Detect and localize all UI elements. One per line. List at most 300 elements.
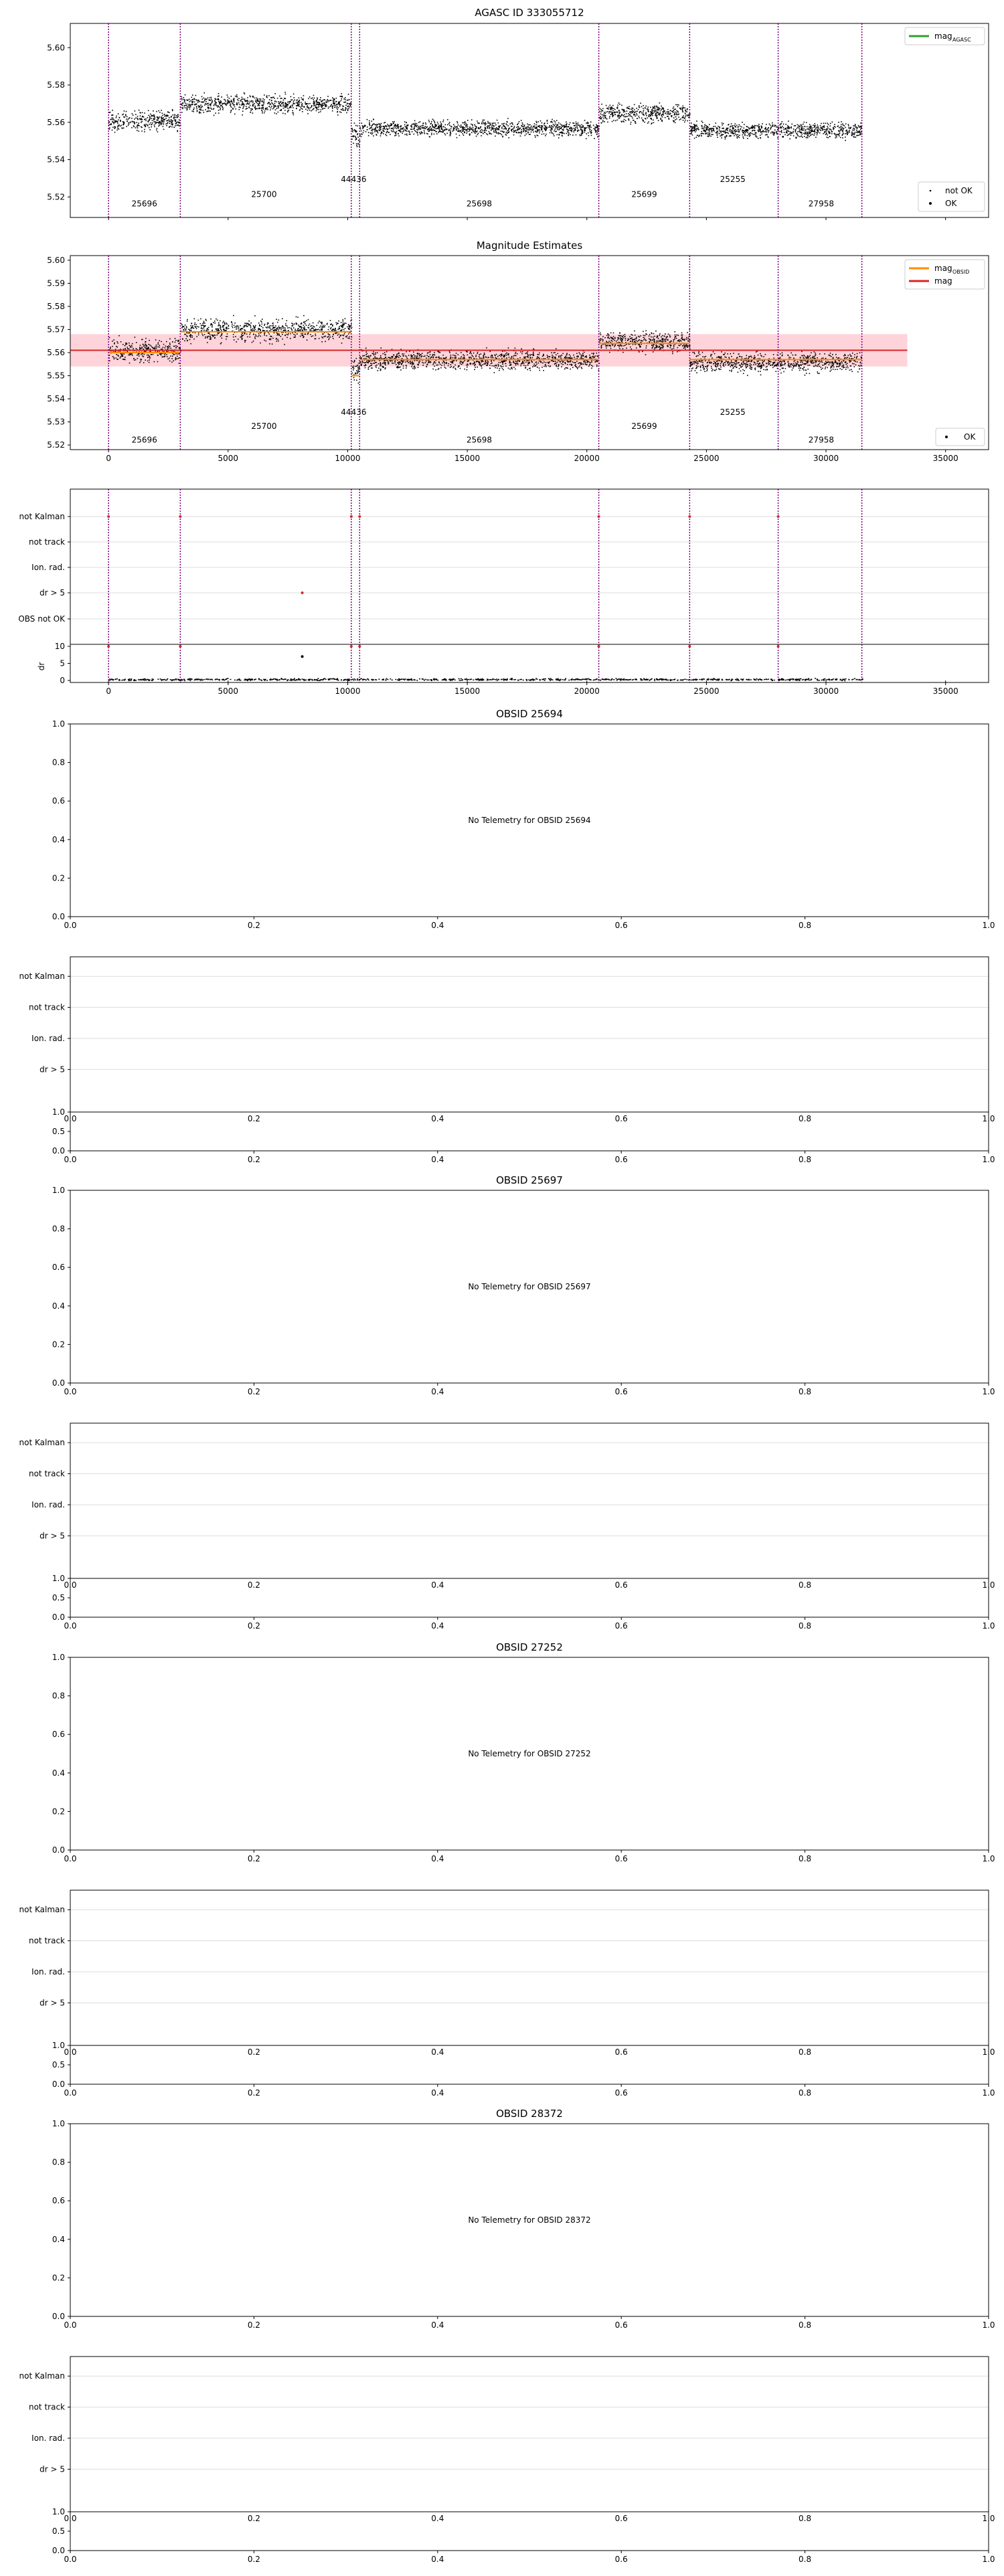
data-point — [283, 327, 284, 328]
data-point — [566, 122, 567, 123]
data-point — [161, 341, 162, 343]
data-point — [319, 104, 321, 106]
data-point — [234, 325, 235, 327]
data-point — [492, 124, 493, 126]
data-point — [813, 134, 815, 136]
data-point — [398, 135, 400, 136]
data-point — [277, 98, 278, 99]
data-point — [398, 353, 400, 354]
data-point — [557, 128, 558, 129]
data-point — [541, 126, 543, 128]
data-point — [450, 130, 451, 131]
data-point — [843, 133, 845, 134]
data-point — [545, 126, 546, 128]
data-point — [278, 112, 279, 113]
data-point — [496, 132, 497, 134]
data-point — [555, 124, 556, 125]
data-point — [737, 134, 738, 135]
data-point — [776, 132, 777, 133]
data-point — [357, 371, 358, 373]
data-point — [124, 110, 125, 112]
data-point — [715, 126, 716, 127]
data-point — [311, 330, 312, 331]
data-point — [365, 367, 366, 369]
data-point — [114, 343, 115, 345]
data-point — [242, 97, 243, 98]
data-point — [789, 139, 790, 140]
data-point — [377, 130, 378, 131]
data-point — [448, 123, 450, 124]
data-point — [436, 128, 437, 130]
data-point — [227, 333, 228, 335]
data-point — [163, 120, 164, 121]
data-point — [112, 117, 113, 118]
data-point — [204, 323, 205, 324]
data-point — [661, 108, 663, 110]
data-point — [152, 347, 153, 349]
data-point — [189, 105, 191, 106]
data-point — [716, 122, 717, 124]
data-point — [701, 120, 703, 122]
data-point — [236, 325, 238, 327]
data-point — [663, 114, 664, 115]
data-point — [600, 116, 601, 117]
data-point — [755, 136, 756, 137]
data-point — [235, 336, 236, 337]
data-point — [789, 127, 790, 128]
data-point — [698, 136, 699, 137]
data-point — [303, 95, 305, 96]
data-point — [667, 111, 668, 112]
data-point — [234, 323, 236, 324]
data-point — [738, 124, 740, 126]
data-point — [153, 114, 155, 116]
data-point — [563, 128, 564, 130]
data-point — [566, 128, 568, 130]
data-point — [172, 356, 173, 357]
data-point — [173, 360, 174, 361]
data-point — [112, 356, 114, 357]
data-point — [676, 110, 677, 112]
data-point — [194, 99, 195, 100]
data-point — [853, 132, 854, 134]
data-point — [406, 130, 407, 132]
data-point — [236, 102, 238, 104]
data-point — [391, 130, 392, 132]
data-point — [186, 108, 187, 109]
data-point — [149, 127, 150, 128]
data-point — [246, 326, 248, 327]
data-point — [284, 113, 286, 114]
data-points-ok — [108, 92, 862, 147]
data-point — [576, 122, 577, 123]
data-point — [463, 127, 464, 128]
data-point — [149, 345, 151, 346]
data-point — [323, 327, 324, 328]
data-point — [533, 131, 534, 132]
data-point — [756, 134, 757, 136]
data-point — [508, 130, 509, 131]
data-point — [161, 355, 162, 356]
data-point — [682, 116, 683, 118]
data-point — [505, 123, 507, 124]
data-point — [356, 139, 357, 140]
data-point — [258, 108, 260, 109]
data-point — [570, 130, 571, 131]
data-point — [538, 126, 539, 127]
data-point — [179, 119, 180, 120]
data-point — [827, 126, 828, 127]
data-point — [498, 122, 499, 124]
data-point — [141, 359, 143, 361]
obsid-label: 25696 — [131, 199, 157, 209]
data-point — [207, 336, 208, 337]
data-point — [545, 135, 546, 136]
data-point — [525, 135, 526, 136]
data-point — [181, 112, 183, 113]
data-point — [667, 109, 669, 110]
data-point — [354, 361, 355, 362]
data-point — [167, 111, 169, 112]
data-point — [841, 129, 842, 130]
data-point — [393, 363, 394, 364]
data-point — [628, 108, 629, 109]
data-point — [834, 124, 835, 125]
data-point — [557, 362, 558, 363]
data-point — [339, 337, 340, 338]
data-point — [327, 99, 328, 100]
data-point — [768, 127, 769, 128]
data-point — [351, 373, 353, 374]
data-point — [175, 357, 177, 359]
data-point — [833, 129, 834, 130]
data-point — [151, 124, 153, 125]
data-point — [273, 325, 274, 326]
data-point — [137, 116, 139, 117]
data-point — [210, 100, 211, 101]
data-point — [497, 120, 498, 121]
data-point — [309, 110, 311, 111]
data-point — [821, 123, 822, 124]
data-point — [238, 102, 240, 104]
data-point — [608, 108, 609, 110]
data-point — [445, 134, 446, 136]
data-point — [849, 130, 850, 131]
data-point — [624, 114, 625, 116]
data-point — [272, 338, 274, 339]
data-point — [182, 338, 183, 339]
data-point — [569, 354, 570, 355]
data-point — [284, 103, 286, 104]
data-point — [201, 110, 202, 111]
data-point — [799, 125, 800, 126]
data-point — [384, 126, 385, 128]
data-point — [147, 348, 148, 349]
data-point — [425, 128, 426, 130]
data-point — [230, 110, 232, 112]
data-point — [312, 98, 313, 99]
data-point — [604, 113, 606, 114]
data-point — [856, 132, 857, 133]
data-point — [480, 130, 481, 131]
data-point — [459, 126, 461, 127]
data-point — [558, 355, 560, 357]
data-point — [465, 123, 467, 124]
data-point — [344, 98, 345, 100]
data-point — [264, 99, 265, 100]
data-point — [308, 98, 309, 100]
data-point — [333, 101, 335, 102]
data-point — [149, 118, 151, 120]
data-point — [611, 106, 612, 108]
data-point — [192, 325, 193, 327]
data-point — [481, 129, 483, 130]
data-point — [155, 348, 156, 349]
data-point — [356, 143, 357, 145]
data-point — [586, 133, 587, 134]
data-point — [117, 359, 118, 360]
data-point — [226, 339, 227, 340]
data-point — [535, 126, 537, 128]
data-point — [772, 126, 773, 127]
data-point — [376, 125, 378, 126]
data-point — [643, 110, 645, 111]
data-point — [670, 110, 671, 112]
data-point — [717, 128, 718, 129]
data-point — [467, 131, 468, 132]
data-point — [788, 120, 789, 122]
data-point — [333, 335, 334, 336]
data-point — [467, 126, 469, 128]
data-point — [146, 345, 147, 347]
data-point — [620, 121, 622, 122]
data-point — [246, 325, 247, 326]
data-point — [419, 132, 420, 133]
data-point — [600, 118, 601, 120]
data-point — [149, 120, 150, 121]
data-point — [149, 359, 150, 361]
data-point — [725, 132, 726, 134]
data-point — [802, 136, 803, 138]
data-point — [177, 124, 178, 126]
data-point — [747, 132, 748, 133]
data-point — [362, 128, 363, 129]
data-point — [740, 126, 741, 127]
data-point — [721, 137, 722, 139]
data-point — [400, 131, 402, 132]
data-point — [128, 355, 129, 356]
data-point — [144, 131, 145, 132]
data-point — [284, 98, 285, 99]
data-point — [211, 102, 212, 104]
data-point — [572, 128, 573, 130]
data-point — [580, 128, 582, 129]
data-point — [430, 130, 432, 131]
data-point — [535, 121, 537, 122]
data-point — [176, 359, 177, 360]
data-point — [821, 128, 823, 129]
data-point — [404, 124, 406, 126]
data-point — [602, 120, 604, 121]
data-point — [330, 337, 331, 338]
data-point — [508, 137, 509, 139]
data-point — [156, 346, 157, 347]
data-point — [303, 100, 304, 101]
data-point — [688, 117, 689, 118]
data-point — [290, 96, 292, 98]
data-point — [237, 96, 238, 98]
data-point — [251, 100, 252, 102]
data-point — [285, 330, 286, 331]
data-point — [118, 125, 119, 126]
data-point — [766, 124, 767, 125]
data-point — [319, 99, 321, 100]
data-point — [787, 128, 788, 130]
data-point — [394, 126, 395, 127]
data-point — [733, 127, 734, 128]
data-point — [256, 336, 257, 337]
data-point — [214, 100, 216, 102]
data-point — [479, 357, 481, 359]
data-point — [521, 120, 522, 121]
data-point — [133, 358, 135, 359]
data-point — [244, 100, 246, 101]
data-point — [332, 325, 333, 326]
data-point — [597, 129, 598, 130]
data-point — [269, 333, 270, 335]
data-point — [191, 97, 193, 98]
data-point — [441, 131, 442, 132]
data-point — [363, 126, 364, 127]
data-point — [624, 111, 626, 112]
data-point — [434, 130, 436, 131]
data-point — [425, 362, 426, 363]
data-point — [438, 132, 439, 133]
data-point — [313, 323, 314, 324]
data-point — [685, 116, 687, 118]
data-point — [516, 132, 517, 133]
data-point — [659, 114, 660, 116]
data-point — [292, 104, 293, 106]
data-point — [280, 102, 281, 103]
data-point — [546, 127, 548, 128]
data-point — [608, 112, 610, 114]
data-point — [311, 106, 313, 108]
data-point — [307, 333, 309, 334]
data-point — [841, 128, 843, 130]
data-point — [541, 134, 543, 135]
data-point — [212, 327, 213, 328]
data-point — [349, 327, 350, 328]
data-point — [551, 130, 552, 132]
data-point — [597, 136, 598, 138]
data-point — [371, 126, 373, 127]
data-point — [529, 134, 531, 135]
data-point — [400, 129, 401, 130]
data-point — [220, 329, 222, 330]
data-point — [696, 120, 697, 122]
data-point — [720, 132, 722, 134]
data-point — [660, 118, 661, 119]
data-point — [175, 353, 177, 355]
data-point — [161, 123, 162, 124]
data-point — [258, 104, 260, 105]
data-point — [498, 128, 499, 129]
data-point — [246, 108, 248, 109]
data-point — [645, 113, 647, 114]
data-point — [203, 92, 205, 94]
data-point — [811, 134, 812, 136]
data-point — [624, 119, 625, 120]
data-point — [447, 124, 448, 126]
data-point — [220, 336, 222, 337]
data-point — [263, 108, 264, 110]
data-point — [267, 323, 268, 324]
data-point — [280, 329, 282, 331]
data-point — [465, 122, 466, 123]
data-point — [464, 369, 465, 370]
data-point — [264, 110, 266, 112]
data-point — [758, 130, 759, 131]
data-point — [445, 367, 446, 369]
data-point — [339, 329, 341, 330]
data-point — [414, 128, 415, 130]
data-point — [130, 347, 131, 348]
data-point — [205, 337, 207, 338]
data-point — [182, 107, 183, 108]
data-point — [210, 337, 212, 339]
data-point — [169, 339, 171, 340]
data-point — [301, 323, 303, 324]
data-point — [425, 122, 426, 124]
data-point — [306, 325, 307, 326]
data-point — [216, 329, 217, 331]
data-point — [340, 335, 341, 337]
data-point — [602, 116, 604, 117]
data-point — [239, 106, 240, 108]
data-point — [284, 110, 286, 111]
data-point — [590, 127, 592, 128]
data-point — [454, 365, 456, 366]
data-point — [860, 129, 861, 130]
data-point — [253, 334, 254, 335]
data-point — [206, 99, 207, 100]
data-point — [356, 145, 357, 146]
data-point — [313, 103, 314, 104]
data-point — [197, 326, 198, 327]
data-point — [198, 333, 199, 334]
data-point — [149, 117, 151, 118]
data-point — [624, 116, 625, 118]
data-point — [216, 105, 218, 106]
data-point — [619, 112, 620, 114]
data-point — [293, 102, 295, 104]
data-point — [618, 110, 620, 112]
data-point — [162, 357, 163, 358]
data-point — [210, 108, 212, 109]
data-point — [236, 326, 237, 327]
data-point — [475, 126, 476, 127]
data-point — [657, 115, 658, 116]
data-point — [336, 107, 337, 108]
data-point — [552, 119, 553, 120]
data-point — [354, 130, 355, 131]
data-point — [286, 320, 287, 322]
data-point — [313, 99, 315, 100]
data-point — [305, 323, 306, 325]
data-point — [799, 136, 801, 137]
data-point — [355, 130, 357, 132]
